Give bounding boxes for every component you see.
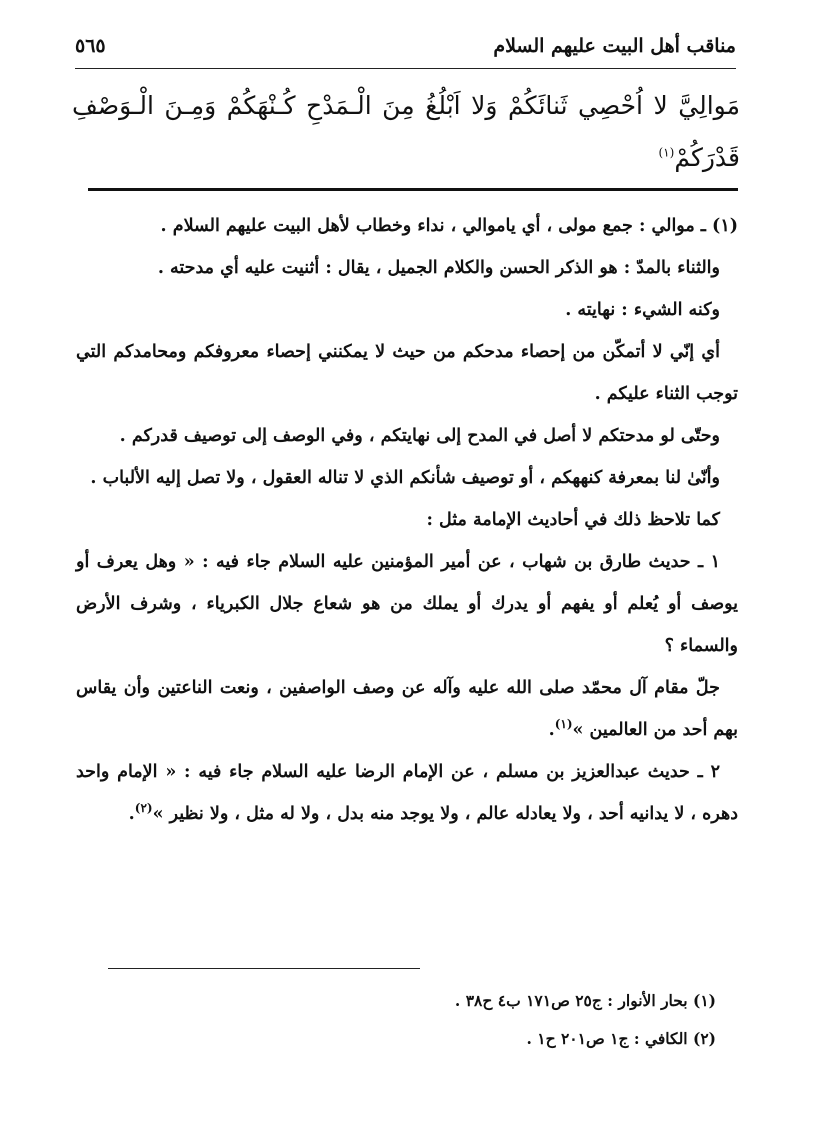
header-title: مناقب أهل البيت عليهم السلام (493, 35, 736, 57)
commentary-paragraph: والثناء بالمدّ : هو الذكر الحسن والكلام الجميل ، يقال : أثنيت عليه أي مدحته . (157, 258, 720, 278)
hadith-2-footnote-ref[interactable]: (٢) (134, 801, 153, 816)
hadith-1-paragraph: ١ ـ حديث طارق بن شهاب ، عن أمير المؤمنين عليه السلام جاء فيه : « وهل يعرف أو يوصف أو يُعلم أو يفهم أو يدرك أو يملك من هو شعاع جلال الكبرياء ، وشرف الأرض والسماء ؟ (76, 552, 738, 656)
verse-footnote-ref[interactable]: (١) (658, 145, 675, 160)
page-number: ٥٦٥ (75, 35, 106, 57)
footnotes (90, 982, 716, 1058)
hadith-1-footnote-ref[interactable]: (١) (554, 717, 573, 732)
footnote-1: (١) بحار الأنوار : ج٢٥ ص١٧١ ب٤ ح٣٨ . (454, 991, 716, 1010)
commentary-paragraph: (١) ـ موالي : جمع مولى ، أي ياموالي ، نداء وخطاب لأهل البيت عليهم السلام . (160, 216, 738, 236)
hadith-2-paragraph (76, 751, 738, 835)
commentary-body (76, 205, 738, 835)
commentary-paragraph: كما تلاحظ ذلك في أحاديث الإمامة مثل : (426, 510, 720, 530)
commentary-paragraph: وأنّىٰ لنا بمعرفة كنههكم ، أو توصيف شأنكم الذي لا تناله العقول ، ولا تصل إليه الألباب . (90, 468, 720, 488)
hadith-1-continuation: جلّ مقام آل محمّد صلى الله عليه وآله عن وصف الواصفين ، ونعت الناعتين وأن يقاس بهم أحد من العالمين »$^{(١)}$. (76, 678, 738, 740)
footnote-divider (108, 968, 420, 969)
commentary-paragraph: أي إنّي لا أتمكّن من إحصاء مدحكم من حيث لا يمكنني إحصاء معروفكم ومحامدكم التي توجب الثناء عليكم . (76, 342, 738, 404)
hadith-2-text: ٢ ـ حديث عبدالعزيز بن مسلم ، عن الإمام الرضا عليه السلام جاء فيه : « الإمام واحد دهره ، لا يدانيه أحد ، ولا يعادله عالم ، ولا يوجد منه بدل ، ولا له مثل ، ولا نظير » (76, 762, 738, 824)
verse-text-block (72, 80, 740, 184)
footnote-2: (٢) الكافي : ج١ ص٢٠١ ح١ . (526, 1029, 716, 1048)
running-header (75, 28, 736, 69)
verse-text: مَوالِيَّ لا اُحْصِي ثَنائَكُمْ وَلا اَبْلُغُ مِنَ الْـمَدْحِ كُـنْهَكُمْ وَمِـنَ الْـوَصْفِ قَدْرَكُمْ (72, 91, 740, 172)
hadith-1-text: جلّ مقام آل محمّد صلى الله عليه وآله عن وصف الواصفين ، ونعت الناعتين وأن يقاس بهم أحد من العالمين » (76, 678, 738, 740)
commentary-paragraph: وحتّى لو مدحتكم لا أصل في المدح إلى نهايتكم ، وفي الوصف إلى توصيف قدركم . (119, 426, 720, 446)
commentary-paragraph: وكنه الشيء : نهايته . (565, 300, 720, 320)
verse-divider (88, 188, 738, 191)
hadith-2-end: . (128, 804, 135, 824)
